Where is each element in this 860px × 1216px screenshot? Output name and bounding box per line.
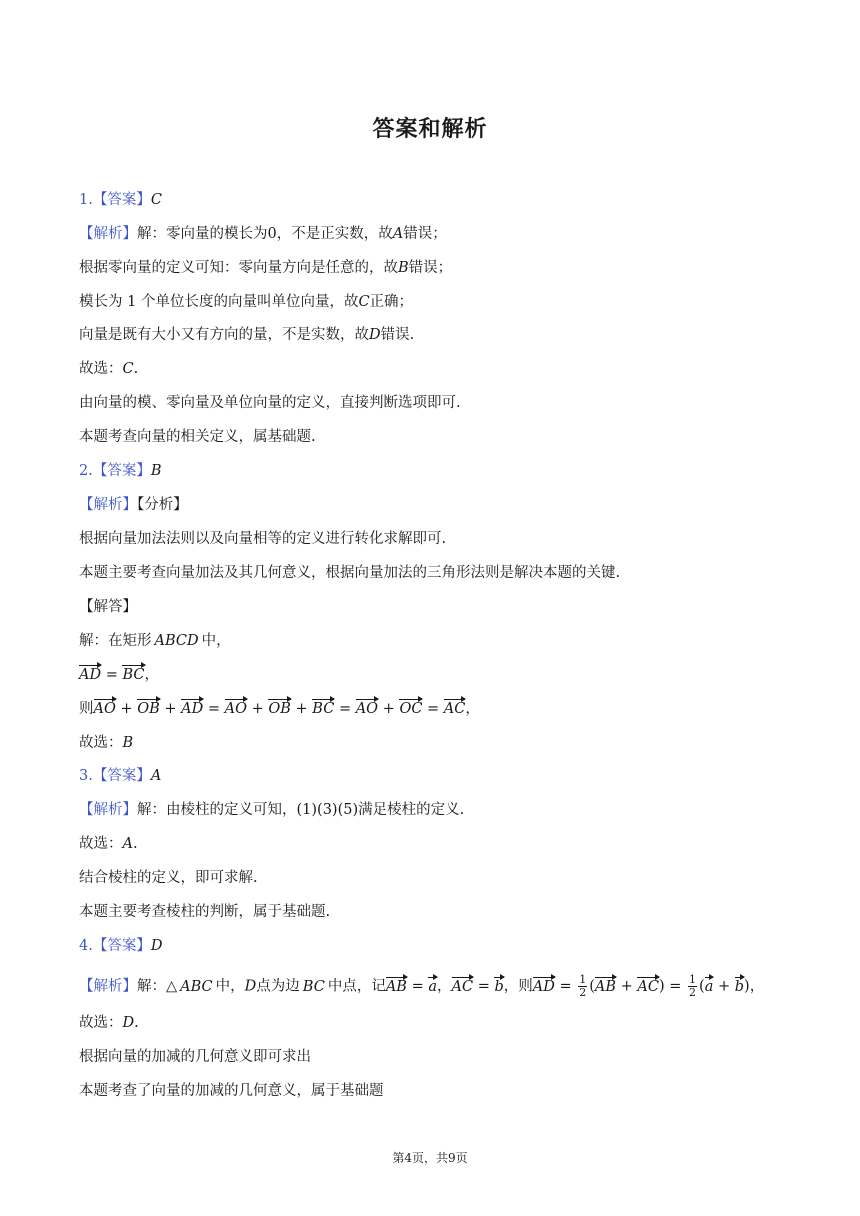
operator: + [164, 701, 177, 717]
vector: AO [355, 701, 379, 717]
text: 故选： [79, 836, 123, 852]
q4-line-4: 本题考查了向量的加减的几何意义，属于基础题 [79, 1083, 384, 1099]
q2-answer-line [79, 461, 162, 481]
operator: = [427, 701, 440, 717]
math: D [122, 1015, 135, 1031]
operator: = [338, 701, 352, 717]
operator: = [105, 667, 118, 683]
fraction [578, 974, 587, 999]
math: B [122, 735, 134, 751]
math: B [398, 260, 409, 276]
operator: + [251, 701, 264, 717]
q2-equation-1 [79, 665, 159, 685]
operator: = [559, 978, 572, 995]
q2-equation-2 [79, 699, 480, 719]
q3-choice-line [79, 834, 138, 854]
vector: AB [594, 978, 617, 995]
q1-choice-line [79, 359, 138, 379]
vector: AO [93, 701, 116, 717]
vector: AD [532, 978, 555, 995]
operator: = [411, 978, 424, 995]
math: ABCD [154, 633, 199, 649]
fraction-numerator: 1 [689, 973, 697, 986]
vector: AC [637, 978, 659, 995]
operator: + [620, 978, 633, 995]
vector: AC [451, 978, 474, 995]
vector: AB [385, 978, 407, 995]
math: C [122, 361, 134, 377]
q2-choice-line [79, 733, 133, 753]
text: ， [144, 667, 160, 683]
q1-line-7: 本题考查向量的相关定义，属基础题. [79, 429, 316, 445]
text: 解：零向量的模长为0，不是正实数，故 [137, 226, 393, 242]
q3-number: 3. [79, 768, 93, 784]
text: 错误. [380, 327, 415, 343]
q2-line-3 [79, 631, 231, 651]
math: BC [302, 978, 325, 995]
q1-analysis-line [79, 224, 447, 244]
operator: = [669, 978, 682, 995]
vector: AO [224, 701, 247, 717]
text: 错误； [403, 226, 447, 242]
text: ， [749, 978, 765, 995]
page-footer: 第4页，共9页 [392, 1151, 468, 1165]
math: A [392, 226, 404, 242]
q2-line-2: 本题主要考查向量加法及其几何意义，根据向量加法的三角形法则是解决本题的关键. [79, 565, 621, 581]
q3-answer-line [79, 766, 161, 786]
text: 中点，记 [327, 978, 386, 995]
operator: + [295, 701, 308, 717]
operator: = [477, 978, 490, 995]
text: . [134, 1015, 139, 1031]
text: ， [437, 978, 452, 995]
fraction-denominator: 2 [689, 986, 697, 999]
text: 解：由棱柱的定义可知，(1)(3)(5)满足棱柱的定义. [137, 802, 465, 818]
operator: + [717, 978, 731, 995]
q1-line-6: 由向量的模、零向量及单位向量的定义，直接判断选项即可. [79, 395, 461, 411]
text: 点为边 [256, 978, 300, 995]
paren: ) [659, 978, 665, 995]
q3-analysis-line [79, 800, 464, 820]
text: 解：△ [137, 978, 178, 995]
vector: OB [268, 701, 291, 717]
q3-line-4: 本题主要考查棱柱的判断，属于基础题. [79, 904, 331, 920]
page-title: 答案和解析 [372, 117, 488, 142]
text: 向量是既有大小又有方向的量，不是实数，故 [79, 327, 369, 343]
vector: b [734, 978, 745, 995]
paren: ( [589, 978, 595, 995]
analysis-label: 【解析】 [79, 802, 137, 818]
text: 故选： [79, 361, 123, 377]
answer-label: 【答案】 [92, 192, 151, 208]
jieda-label: 【解答】 [79, 599, 137, 615]
text: 故选： [79, 1015, 123, 1031]
q2-analysis-line [79, 495, 188, 515]
vector: a [704, 978, 714, 995]
math: D [244, 978, 257, 995]
analysis-label: 【解析】 [79, 226, 137, 242]
q4-answer-line [79, 936, 162, 956]
fenxi-label: 【分析】 [137, 497, 188, 513]
fraction-numerator: 1 [579, 973, 587, 986]
operator: = [207, 701, 221, 717]
text: 故选： [79, 735, 123, 751]
q1-answer: C [150, 192, 162, 208]
q4-line-3: 根据向量的加减的几何意义即可求出 [79, 1049, 311, 1065]
paren: ) [744, 978, 750, 995]
text: ，则 [503, 978, 533, 995]
vector: OB [137, 701, 160, 717]
q4-choice-line [79, 1013, 139, 1033]
fraction [688, 974, 697, 999]
q1-number: 1. [79, 192, 93, 208]
q4-analysis-line [79, 974, 764, 999]
text: . [133, 361, 139, 377]
q4-number: 4. [79, 938, 93, 954]
vector: OC [399, 701, 423, 717]
q1-answer-line [79, 190, 162, 210]
paren: ( [699, 978, 705, 995]
text: 解：在矩形 [79, 633, 152, 649]
analysis-label: 【解析】 [79, 978, 137, 995]
math: ABC [180, 978, 213, 995]
fraction-denominator: 2 [579, 986, 587, 999]
text: 错误； [408, 260, 453, 276]
text: 正确； [369, 294, 414, 310]
math: A [122, 836, 133, 852]
vector: AD [181, 701, 204, 717]
operator: + [120, 701, 133, 717]
q2-number: 2. [79, 463, 93, 479]
text: 根据零向量的定义可知：零向量方向是任意的，故 [79, 260, 398, 276]
vector: b [494, 978, 504, 995]
answer-label: 【答案】 [92, 938, 151, 954]
q1-line-2 [79, 258, 452, 278]
text: 模长为 1 个单位长度的向量叫单位向量，故 [79, 294, 359, 310]
q2-answer: B [150, 463, 162, 479]
text: 中， [201, 633, 231, 649]
answer-label: 【答案】 [92, 768, 151, 784]
vector: BC [312, 701, 335, 717]
q3-line-3: 结合棱柱的定义，即可求解. [79, 870, 258, 886]
vector: AD [79, 667, 102, 683]
operator: + [382, 701, 395, 717]
q4-answer: D [150, 938, 163, 954]
answer-label: 【答案】 [92, 463, 151, 479]
vector: a [428, 978, 437, 995]
text: 中， [215, 978, 245, 995]
q3-answer: A [150, 768, 162, 784]
text: 则 [79, 701, 94, 717]
q2-line-1: 根据向量加法法则以及向量相等的定义进行转化求解即可. [79, 531, 447, 547]
q1-line-3 [79, 292, 413, 312]
vector: AC [443, 701, 466, 717]
text: . [132, 836, 138, 852]
text: ， [465, 701, 480, 717]
analysis-label: 【解析】 [79, 497, 137, 513]
vector: BC [122, 667, 145, 683]
math: D [369, 327, 381, 343]
math: C [358, 294, 370, 310]
q1-line-4 [79, 325, 414, 345]
